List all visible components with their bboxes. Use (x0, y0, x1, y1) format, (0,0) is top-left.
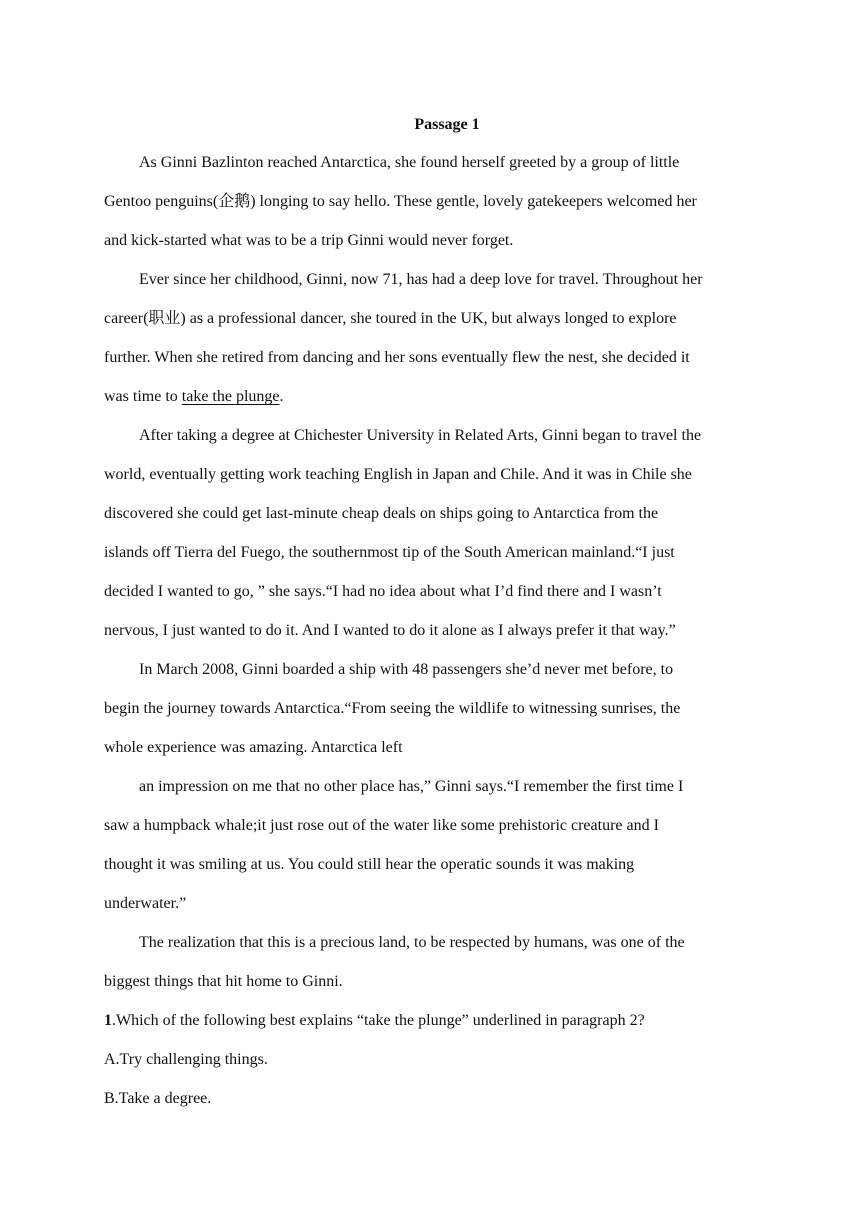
passage-line: biggest things that hit home to Ginni. (104, 973, 343, 990)
passage-line: underwater.” (104, 895, 187, 912)
passage-line: thought it was smiling at us. You could still hear the operatic sounds it was making (104, 856, 635, 873)
passage-line: and kick-started what was to be a trip Ginni would never forget. (104, 232, 514, 249)
passage-line: decided I wanted to go, ” she says.“I had no idea about what I’d find there and I wasn’t (104, 583, 662, 600)
passage-line: an impression on me that no other place has,” Ginni says.“I remember the first time I (139, 778, 684, 795)
passage-line: further. When she retired from dancing and her sons eventually flew the nest, she decided it (104, 349, 690, 366)
answer-option-a: A.Try challenging things. (104, 1051, 268, 1068)
passage-line: In March 2008, Ginni boarded a ship with 48 passengers she’d never met before, to (139, 661, 674, 678)
passage-line: The realization that this is a precious land, to be respected by humans, was one of the (139, 934, 685, 951)
passage-line: world, eventually getting work teaching English in Japan and Chile. And it was in Chile she (104, 466, 692, 483)
passage-title: Passage 1 (414, 116, 480, 133)
passage-line: As Ginni Bazlinton reached Antarctica, she found herself greeted by a group of little (139, 154, 680, 171)
passage-line-plunge (104, 385, 284, 409)
passage-line: career(职业) as a professional dancer, she toured in the UK, but always longed to explore (104, 310, 677, 327)
passage-line: begin the journey towards Antarctica.“From seeing the wildlife to witnessing sunrises, the (104, 700, 681, 717)
passage-line: Ever since her childhood, Ginni, now 71, has had a deep love for travel. Throughout her (139, 271, 703, 288)
underlined-phrase: take the plunge (181, 388, 280, 405)
passage-line: islands off Tierra del Fuego, the southernmost tip of the South American mainland.“I just (104, 544, 675, 561)
question-text: .Which of the following best explains “take the plunge” underlined in paragraph 2? (112, 1012, 645, 1029)
passage-line: Gentoo penguins(企鹅) longing to say hello. These gentle, lovely gatekeepers welcomed her (104, 193, 697, 210)
passage-line: nervous, I just wanted to do it. And I wanted to do it alone as I always prefer it that way.” (104, 622, 676, 639)
answer-option-b: B.Take a degree. (104, 1090, 212, 1107)
question-stem (104, 1009, 645, 1033)
plunge-line-before: was time to (104, 388, 182, 405)
passage-line: whole experience was amazing. Antarctica left (104, 739, 403, 756)
question-number: 1 (104, 1012, 112, 1029)
passage-line: discovered she could get last-minute cheap deals on ships going to Antarctica from the (104, 505, 659, 522)
passage-line: saw a humpback whale;it just rose out of the water like some prehistoric creature and I (104, 817, 659, 834)
plunge-line-after: . (279, 388, 284, 405)
passage-line: After taking a degree at Chichester University in Related Arts, Ginni began to travel the (139, 427, 702, 444)
